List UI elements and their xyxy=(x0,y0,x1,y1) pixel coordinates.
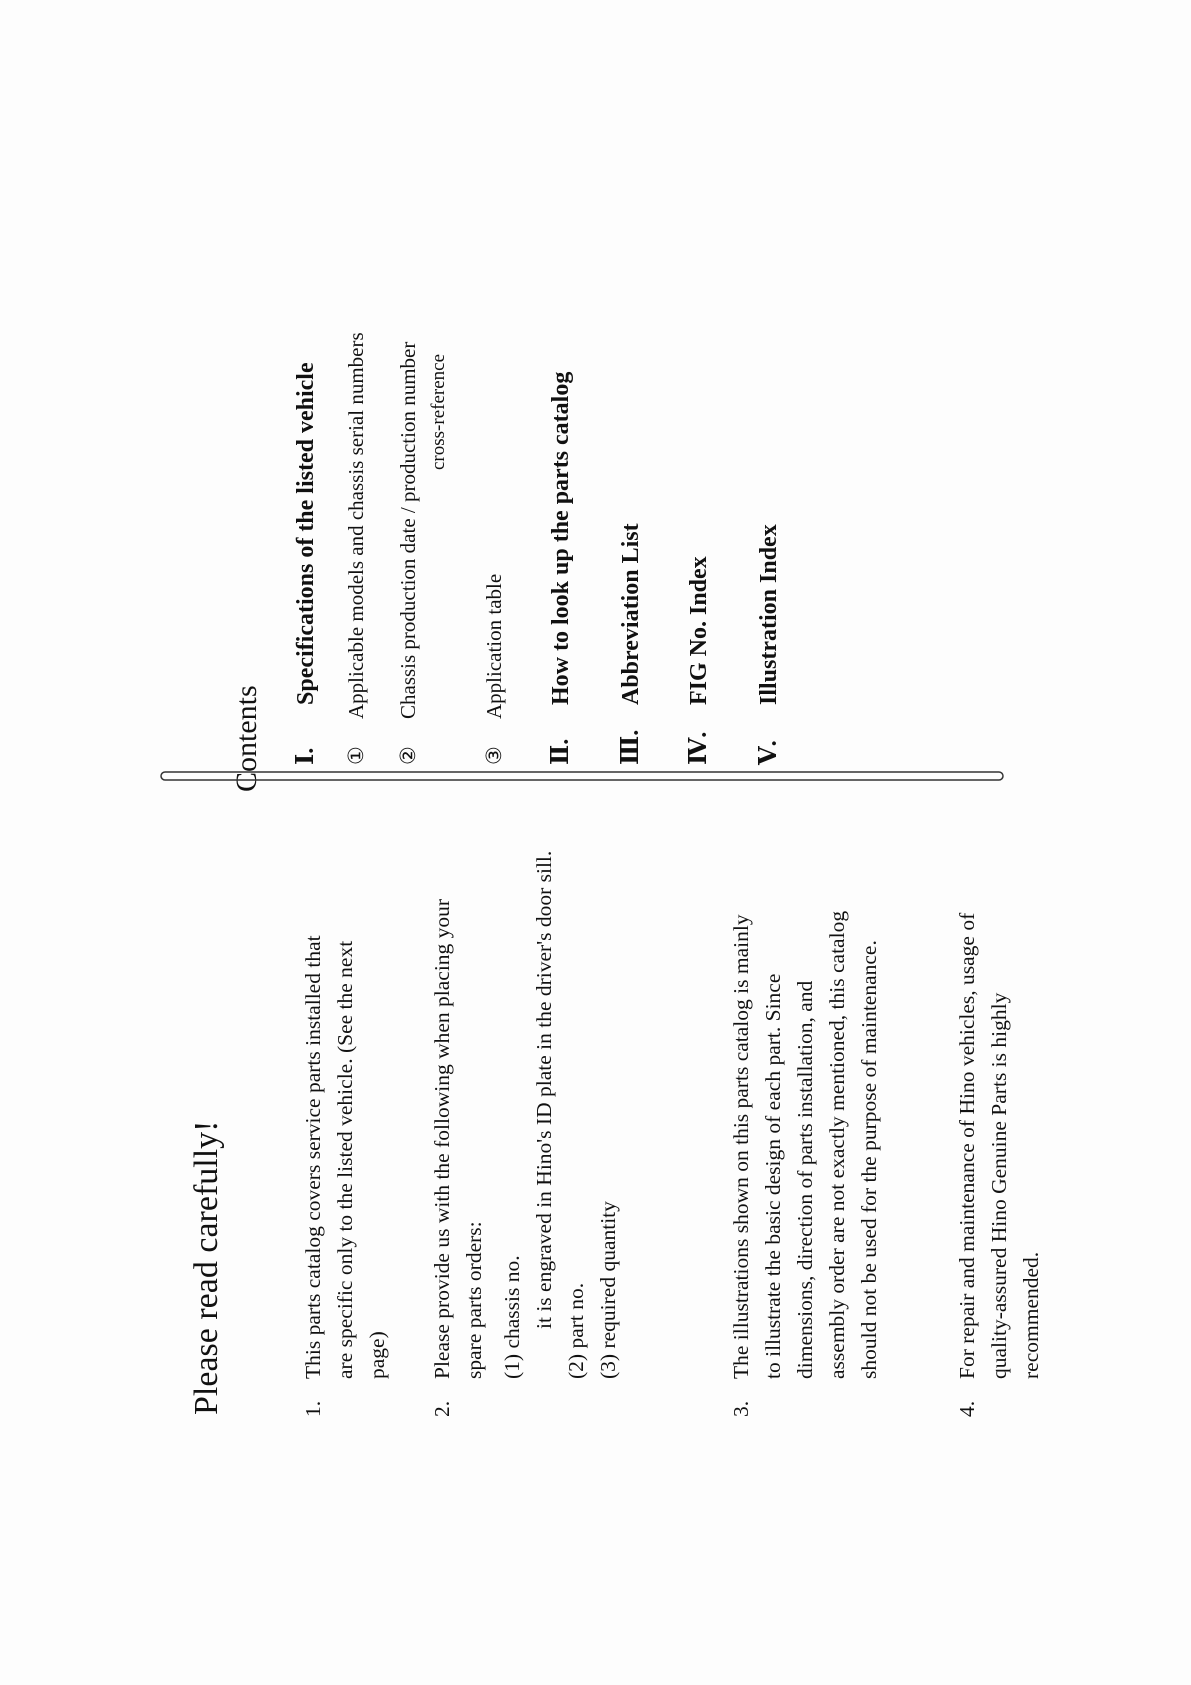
toc-label: Specifications of the listed vehicle xyxy=(293,362,319,705)
order-item-detail: it is engraved in Hino's ID plate in the driver's door sill. xyxy=(532,850,556,1329)
toc-section-5 xyxy=(753,524,783,765)
note-3 xyxy=(725,911,885,1417)
note-line: This parts catalog covers service parts installed that xyxy=(301,935,325,1379)
note-line: The illustrations shown on this parts catalog is mainly xyxy=(729,914,753,1379)
toc-label: Application table xyxy=(482,573,506,719)
roman-numeral: Ⅲ. xyxy=(618,729,644,765)
roman-numeral: Ⅴ. xyxy=(756,740,782,765)
note-line: should not be used for the purpose of maintenance. xyxy=(857,940,881,1379)
toc-label: Chassis production date / production number xyxy=(396,341,420,719)
circled-number: ② xyxy=(396,746,420,765)
note-number: 2. xyxy=(430,1400,454,1417)
roman-numeral: Ⅱ. xyxy=(548,738,574,765)
toc-section-3 xyxy=(615,523,645,765)
note-line: quality-assured Hino Genuine Parts is highly xyxy=(987,992,1011,1379)
toc-label: Applicable models and chassis serial numbers xyxy=(344,332,368,719)
toc-section-4 xyxy=(683,556,713,765)
toc-subsection-1 xyxy=(344,332,369,765)
order-item: (3) required quantity xyxy=(596,1201,620,1379)
note-number: 1. xyxy=(301,1400,325,1417)
toc-section-1 xyxy=(290,362,320,765)
read-carefully-title: Please read carefully! xyxy=(188,1120,225,1415)
roman-numeral: Ⅰ. xyxy=(293,747,319,765)
toc-section-2 xyxy=(545,372,575,765)
note-line: dimensions, direction of parts installation, and xyxy=(793,980,817,1379)
order-item: (1) chassis no. xyxy=(500,1255,524,1379)
circled-number: ③ xyxy=(482,746,506,765)
note-line: assembly order are not exactly mentioned, this catalog xyxy=(825,910,849,1379)
toc-continuation: cross-reference xyxy=(428,353,449,470)
note-2 xyxy=(426,851,624,1417)
contents-title: Contents xyxy=(230,685,263,792)
order-item: (2) part no. xyxy=(564,1282,588,1379)
note-number: 4. xyxy=(955,1400,979,1417)
note-line: For repair and maintenance of Hino vehicles, usage of xyxy=(955,912,979,1379)
circled-number: ① xyxy=(344,746,368,765)
toc-subsection-3 xyxy=(482,574,507,765)
note-number: 3. xyxy=(729,1400,753,1417)
note-line: spare parts orders: xyxy=(462,1221,486,1379)
toc-label: How to look up the parts catalog xyxy=(548,371,574,705)
toc-label: FIG No. Index xyxy=(686,556,712,705)
note-4 xyxy=(951,913,1047,1417)
rotated-content xyxy=(50,42,1150,1642)
toc-label: Illustration Index xyxy=(756,524,782,705)
note-line: Please provide us with the following when placing your xyxy=(430,898,454,1379)
note-line: page) xyxy=(365,1331,389,1379)
toc-subsection-2 xyxy=(396,342,421,765)
toc-label: Abbreviation List xyxy=(618,523,644,705)
note-line: are specific only to the listed vehicle. (See the next xyxy=(333,940,357,1379)
note-1 xyxy=(297,935,393,1417)
note-line: recommended. xyxy=(1019,1251,1043,1379)
note-line: to illustrate the basic design of each part. Since xyxy=(761,973,785,1379)
roman-numeral: Ⅳ. xyxy=(686,731,712,765)
